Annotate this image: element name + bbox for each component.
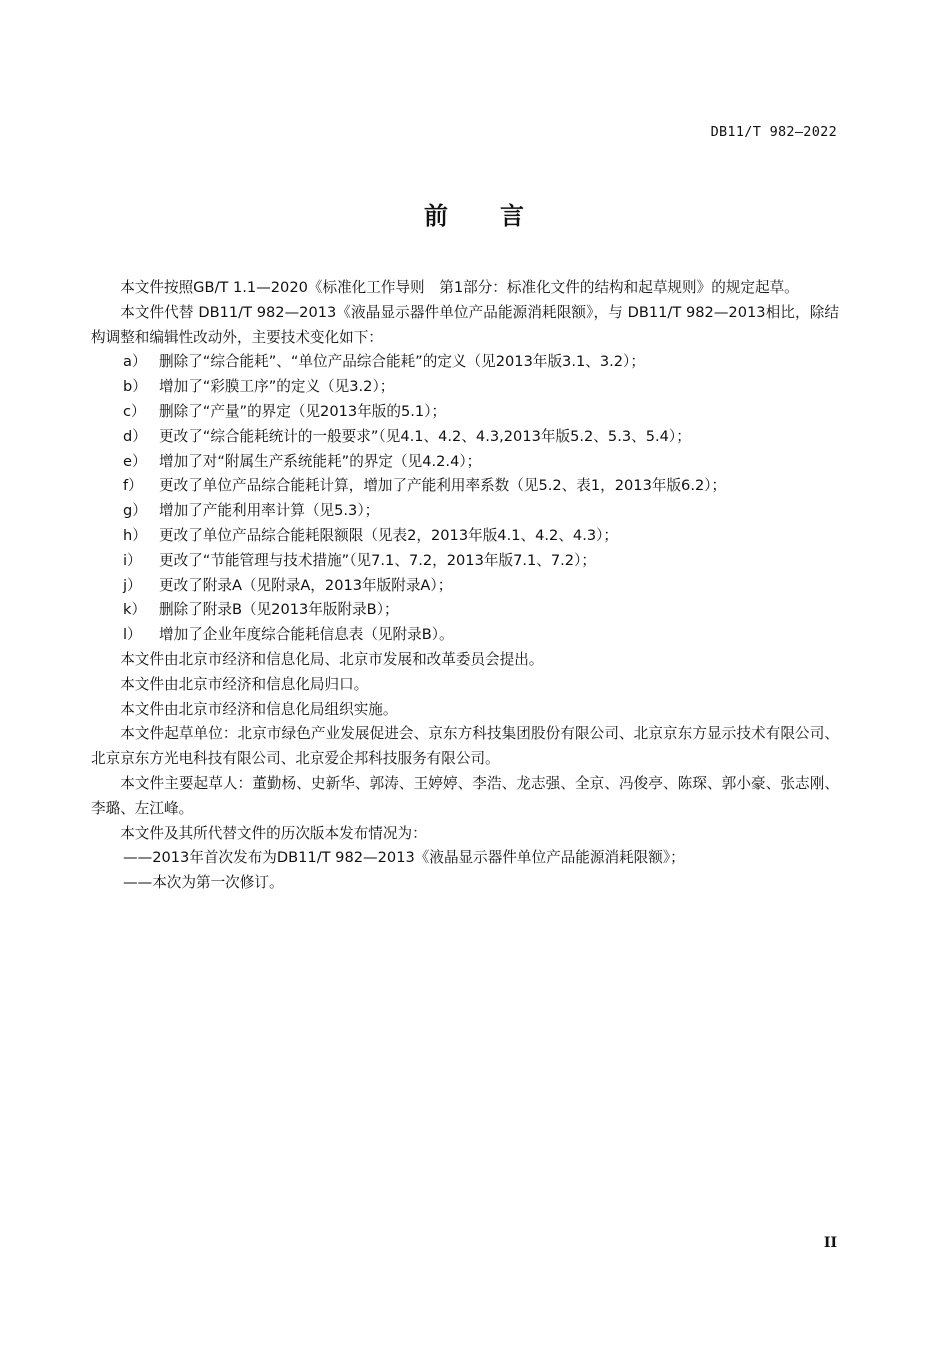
drafters-paragraph: 本文件主要起草人：董勤杨、史新华、郭涛、王婷婷、李浩、龙志强、全京、冯俊亭、陈琛、郭小豪、张志刚、李璐、左江峰。 (91, 774, 839, 817)
list-item: k） 删除了附录B（见2013年版附录B）； (123, 601, 399, 619)
managed-by-paragraph: 本文件由北京市经济和信息化局归口。 (120, 675, 369, 693)
list-item: f） 更改了单位产品综合能耗计算，增加了产能利用率系数（见5.2、表1，2013年版6.2）； (123, 477, 727, 495)
history-intro-paragraph: 本文件及其所代替文件的历次版本发布情况为： (120, 824, 427, 842)
title-char-2: 言 (500, 202, 526, 230)
list-item: i） 更改了“节能管理与技术措施”（见7.1、7.2，2013年版7.1、7.2）； (123, 551, 596, 569)
history-item: ——本次为第一次修订。 (123, 874, 284, 892)
list-item: h） 更改了单位产品综合能耗限额限（见表2，2013年版4.1、4.2、4.3）； (123, 526, 619, 544)
history-item: ——2013年首次发布为DB11/T 982—2013《液晶显示器件单位产品能源消耗限额》； (123, 849, 685, 867)
list-item: j） 更改了附录A（见附录A，2013年版附录A）； (123, 576, 453, 594)
change-list (91, 350, 839, 648)
list-item: c） 删除了“产量”的界定（见2013年版的5.1）； (123, 402, 447, 420)
drafting-units-paragraph: 本文件起草单位：北京市绿色产业发展促进会、京东方科技集团股份有限公司、北京京东方显示技术有限公司、北京京东方光电科技有限公司、北京爱企邦科技服务有限公司。 (91, 725, 839, 768)
intro-paragraph-1: 本文件按照GB/T 1.1—2020《标准化工作导则 第1部分：标准化文件的结构和起草规则》的规定起草。 (120, 279, 799, 296)
page-title (0, 196, 950, 231)
foreword-body (91, 276, 839, 896)
list-item: d） 更改了“综合能耗统计的一般要求”（见4.1、4.2、4.3,2013年版5.2、5.3、5.4）； (123, 427, 691, 445)
intro-paragraph-2: 本文件代替 DB11/T 982—2013《液晶显示器件单位产品能源消耗限额》，与 DB11/T 982—2013相比，除结构调整和编辑性改动外，主要技术变化如下： (91, 303, 839, 346)
list-item: a） 删除了“综合能耗”、“单位产品综合能耗”的定义（见2013年版3.1、3.2）； (123, 353, 645, 371)
document-code: DB11/T 982—2022 (710, 124, 837, 140)
proposed-by-paragraph: 本文件由北京市经济和信息化局、北京市发展和改革委员会提出。 (120, 650, 544, 668)
list-item: l） 增加了企业年度综合能耗信息表（见附录B）。 (123, 626, 454, 644)
list-item: g） 增加了产能利用率计算（见5.3）； (123, 502, 380, 520)
title-char-1: 前 (424, 202, 450, 230)
page-number: II (823, 1235, 837, 1251)
list-item: e） 增加了对“附属生产系统能耗”的界定（见4.2.4）； (123, 452, 482, 470)
list-item: b） 增加了“彩膜工序”的定义（见3.2）； (123, 378, 395, 396)
implemented-by-paragraph: 本文件由北京市经济和信息化局组织实施。 (120, 700, 398, 718)
